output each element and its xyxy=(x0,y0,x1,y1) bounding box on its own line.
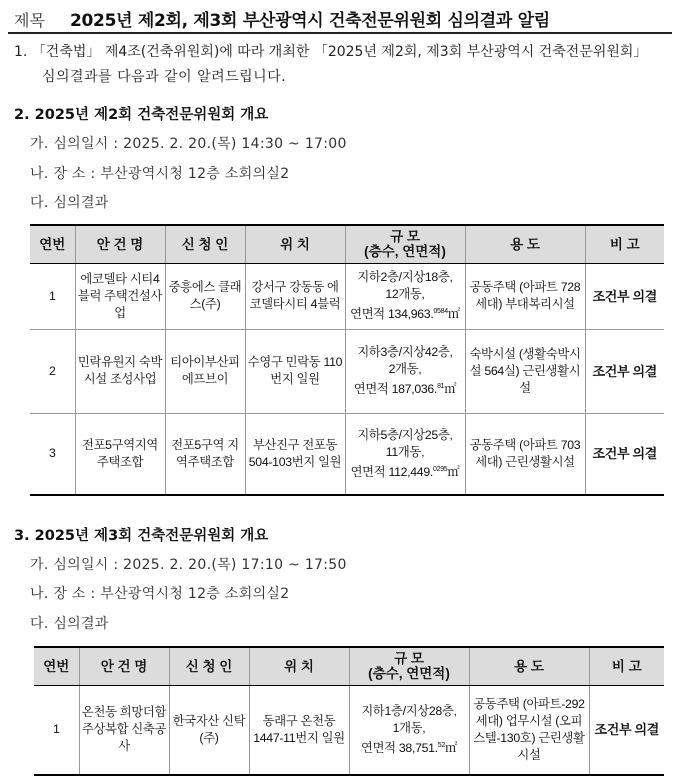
cell-location: 동래구 온천동 1447-11번지 일원 xyxy=(249,685,349,775)
cell-remark: 조건부 의결 xyxy=(589,685,664,775)
table-header-row xyxy=(30,225,664,263)
title-prefix: 제목 xyxy=(14,11,45,30)
cell-use: 공동주택 (아파트 703세대) 근린생활시설 xyxy=(465,413,585,495)
cell-scale: 지하1층/지상28층, 1개동, 연면적 38,751.52㎡ xyxy=(349,685,469,775)
header-name: 안 건 명 xyxy=(75,225,165,263)
header-use: 용 도 xyxy=(469,647,589,685)
cell-location: 강서구 강동동 에코델타시티 4블럭 xyxy=(245,263,345,329)
section2-place: 나. 장 소 : 부산광역시청 12층 소회의실2 xyxy=(30,166,290,182)
section2-result-label: 다. 심의결과 xyxy=(30,195,109,211)
cell-name: 전포5구역지역 주택조합 xyxy=(75,413,165,495)
cell-no: 1 xyxy=(30,263,75,329)
cell-applicant: 티아이부산피 에프브이 xyxy=(165,329,245,413)
cell-name: 민락유원지 숙박시설 조성사업 xyxy=(75,329,165,413)
header-use: 용 도 xyxy=(465,225,585,263)
header-location: 위 치 xyxy=(245,225,345,263)
table-row xyxy=(30,263,664,329)
section3-place: 나. 장 소 : 부산광역시청 12층 소회의실2 xyxy=(30,586,290,602)
cell-scale: 지하3층/지상42층, 2개동, 연면적 187,036.81㎡ xyxy=(345,329,465,413)
section3-result-table xyxy=(34,646,664,776)
cell-remark: 조건부 의결 xyxy=(585,329,664,413)
cell-use: 공동주택 (아파트 728세대) 부대복리시설 xyxy=(465,263,585,329)
cell-scale: 지하5층/지상25층, 11개동, 연면적 112,449.$^{0295}$㎡ xyxy=(345,413,465,495)
cell-no: 1 xyxy=(34,685,79,775)
header-location: 위 치 xyxy=(249,647,349,685)
header-name: 안 건 명 xyxy=(79,647,169,685)
cell-no: 2 xyxy=(30,329,75,413)
section3-date: 가. 심의일시 : 2025. 2. 20.(목) 17:10 ~ 17:50 xyxy=(30,557,347,573)
cell-location: 부산진구 전포동 504-103번지 일원 xyxy=(245,413,345,495)
intro-line1: 1. 「건축법」 제4조(건축위원회)에 따라 개최한 「2025년 제2회, 제3회 부산광역시 건축전문위원회」 xyxy=(14,44,648,60)
table-row xyxy=(30,413,664,495)
table-header-row xyxy=(34,647,664,685)
header-applicant: 신 청 인 xyxy=(169,647,249,685)
table-row xyxy=(34,685,664,775)
header-remark: 비 고 xyxy=(589,647,664,685)
cell-scale: 지하2층/지상18층, 12개동, 연면적 134,963.$^{0584}$㎡ xyxy=(345,263,465,329)
header-remark: 비 고 xyxy=(585,225,664,263)
header-scale: 규 모 (층수, 연면적) xyxy=(345,225,465,263)
intro-line2: 심의결과를 다음과 같이 알려드립니다. xyxy=(42,69,287,85)
section2-date: 가. 심의일시 : 2025. 2. 20.(목) 14:30 ~ 17:00 xyxy=(30,136,347,152)
cell-use: 공동주택 (아파트-292세대) 업무시설 (오피스텔-130호) 근린생활시설 xyxy=(469,685,589,775)
cell-remark: 조건부 의결 xyxy=(585,413,664,495)
section3-heading: 3. 2025년 제3회 건축전문위원회 개요 xyxy=(14,528,269,544)
cell-no: 3 xyxy=(30,413,75,495)
title-bar xyxy=(8,4,672,34)
cell-name: 온천동 희망더함 주상복합 신축공사 xyxy=(79,685,169,775)
section2-heading: 2. 2025년 제2회 건축전문위원회 개요 xyxy=(14,107,269,123)
page-title: 2025년 제2회, 제3회 부산광역시 건축전문위원회 심의결과 알림 xyxy=(70,11,550,31)
cell-use: 숙박시설 (생활숙박시설 564실) 근린생활시설 xyxy=(465,329,585,413)
section3-result-label: 다. 심의결과 xyxy=(30,616,109,632)
header-applicant: 신 청 인 xyxy=(165,225,245,263)
cell-remark: 조건부 의결 xyxy=(585,263,664,329)
cell-applicant: 전포5구역 지역주택조합 xyxy=(165,413,245,495)
header-no: 연번 xyxy=(30,225,75,263)
section2-result-table xyxy=(30,224,664,496)
header-no: 연번 xyxy=(34,647,79,685)
cell-applicant: 중흥에스 클래스(주) xyxy=(165,263,245,329)
cell-location: 수영구 민락동 110번지 일원 xyxy=(245,329,345,413)
table-row xyxy=(30,329,664,413)
cell-applicant: 한국자산 신탁(주) xyxy=(169,685,249,775)
header-scale: 규 모 (층수, 연면적) xyxy=(349,647,469,685)
cell-name: 에코델타 시티4블럭 주택건설사업 xyxy=(75,263,165,329)
